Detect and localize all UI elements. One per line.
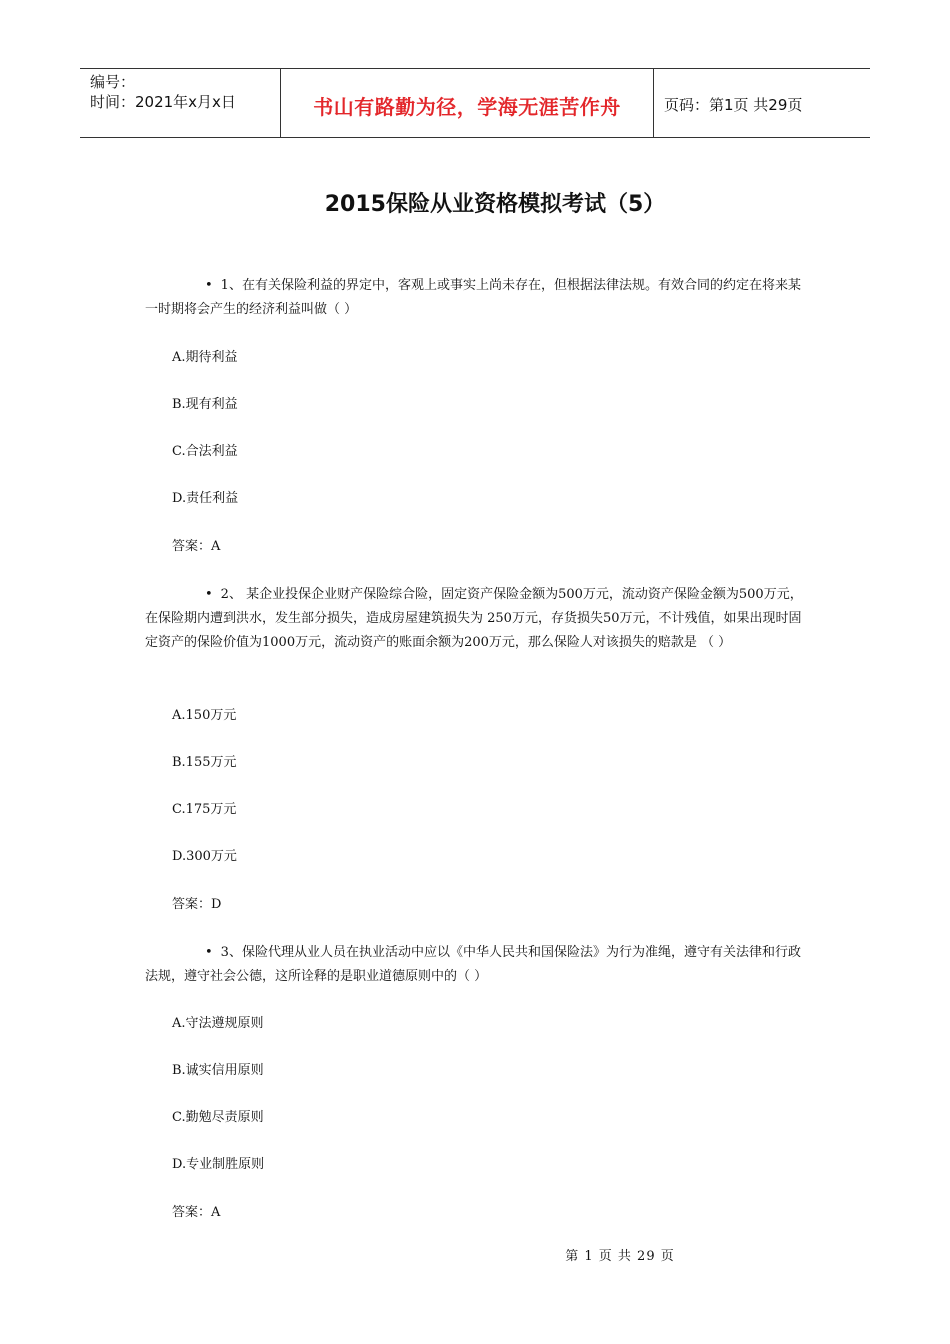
option-c: C.175万元 bbox=[172, 802, 237, 817]
question-3 bbox=[145, 941, 810, 989]
bullet: • bbox=[205, 945, 213, 960]
option-c: C.合法利益 bbox=[172, 444, 238, 459]
number-label: 编号： bbox=[90, 73, 136, 91]
bullet: • bbox=[205, 278, 213, 293]
option-b: B.现有利益 bbox=[172, 397, 238, 412]
option-d: D.责任利益 bbox=[172, 491, 239, 506]
answer: 答案：A bbox=[172, 1205, 221, 1220]
option-d: D.300万元 bbox=[172, 849, 237, 864]
header-motto: 书山有路勤为径，学海无涯苦作舟 bbox=[281, 69, 654, 137]
option-a: A.期待利益 bbox=[172, 350, 238, 365]
page-footer: 第 1 页 共 29 页 bbox=[565, 1249, 675, 1264]
question-1 bbox=[145, 274, 810, 322]
answer: 答案：A bbox=[172, 539, 221, 554]
answer: 答案：D bbox=[172, 897, 222, 912]
question-2 bbox=[145, 583, 810, 655]
question-text: 3、保险代理从业人员在执业活动中应以《中华人民共和国保险法》为行为准绳，遵守有关法律和行政法规，遵守社会公德，这所诠释的是职业道德原则中的（ ） bbox=[145, 945, 801, 984]
option-a: A.150万元 bbox=[172, 708, 237, 723]
question-text: 2、 某企业投保企业财产保险综合险，固定资产保险金额为500万元，流动资产保险金额为500万元，在保险期内遭到洪水，发生部分损失，造成房屋建筑损失为 250万元，存货损失50万元，不计残值，如果出现时固定资产的保险价值为1000万元，流动资产的账面余额为200万元，那么保险人对该损失的赔款是 （ ） bbox=[145, 587, 803, 650]
option-d: D.专业制胜原则 bbox=[172, 1157, 265, 1172]
question-text: 1、在有关保险利益的界定中，客观上或事实上尚未存在，但根据法律法规。有效合同的约定在将来某一时期将会产生的经济利益叫做（ ） bbox=[145, 278, 801, 317]
bullet: • bbox=[205, 587, 213, 602]
option-b: B.155万元 bbox=[172, 755, 237, 770]
header-meta bbox=[80, 69, 281, 137]
header-page-info: 页码：第1页 共29页 bbox=[664, 95, 803, 114]
document-header bbox=[80, 68, 870, 138]
document-title: 2015保险从业资格模拟考试（5） bbox=[324, 192, 666, 217]
option-c: C.勤勉尽责原则 bbox=[172, 1110, 264, 1125]
time-label: 时间：2021年x月x日 bbox=[90, 93, 236, 111]
option-a: A.守法遵规原则 bbox=[172, 1016, 264, 1031]
option-b: B.诚实信用原则 bbox=[172, 1063, 264, 1078]
